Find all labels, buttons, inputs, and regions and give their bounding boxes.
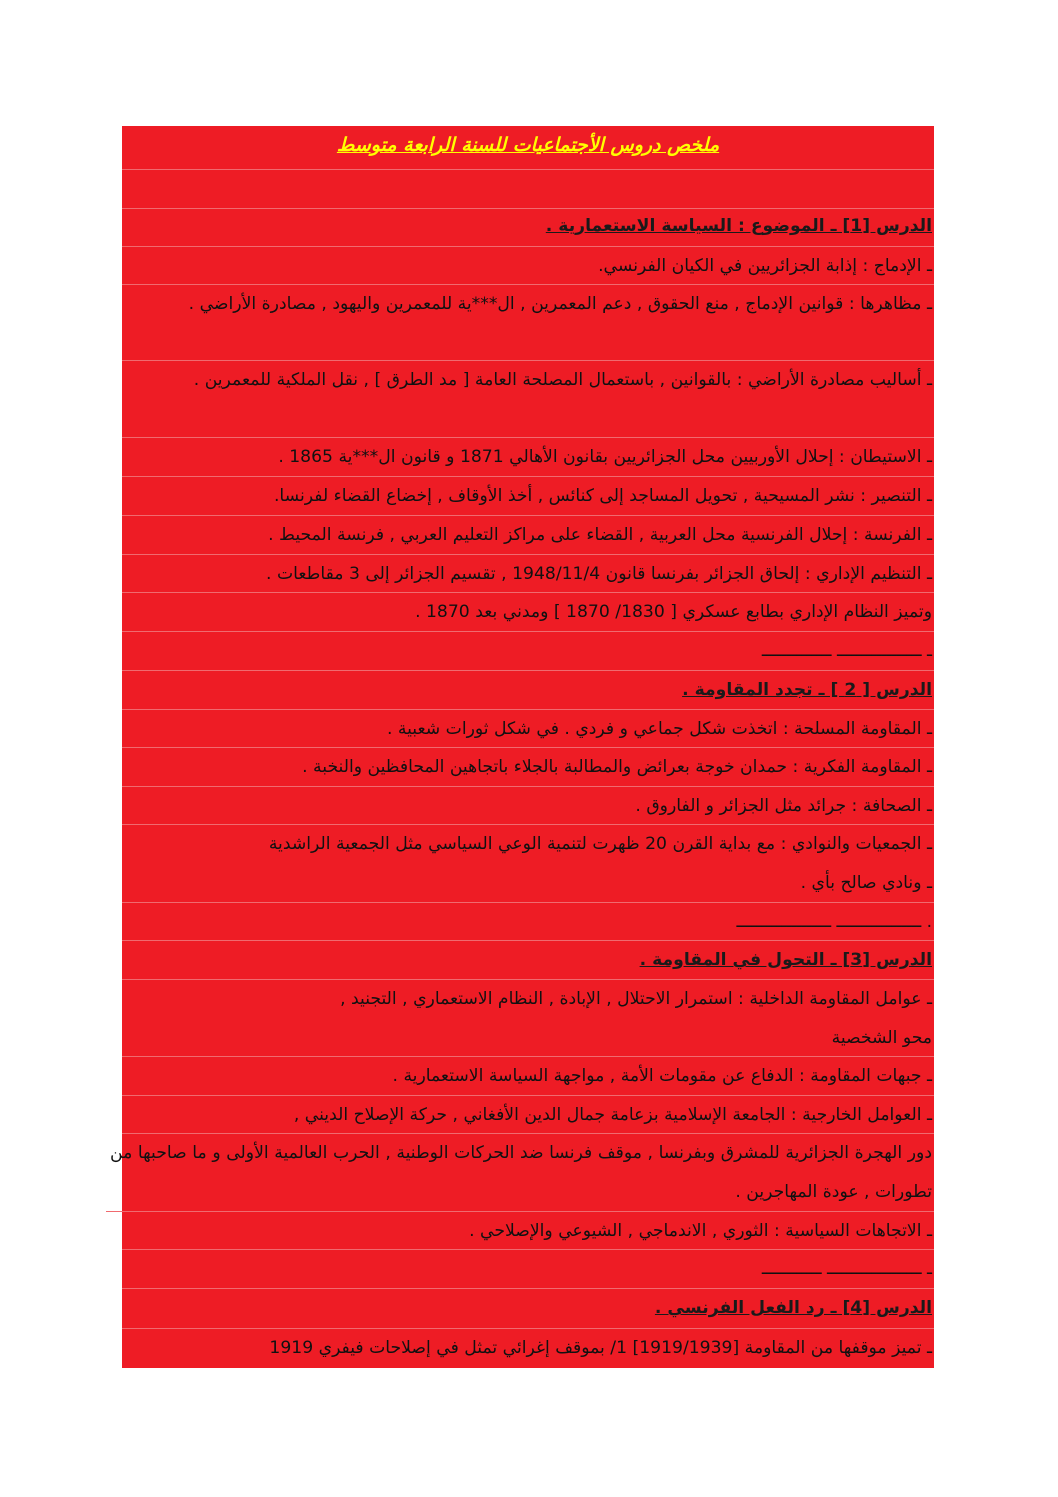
section-separator: . ـــــــــــــــــ ـــــــــــــــــــ: [122, 903, 934, 941]
lesson-1-line: وتميز النظام الإداري بطابع عسكري [ 1830/ 1870 ] ومدني بعد 1870 .: [122, 593, 934, 632]
lesson-3-line: ـ العوامل الخارجية : الجامعة الإسلامية بزعامة جمال الدين الأفغاني , حركة الإصلاح الديني ,: [122, 1096, 934, 1134]
lesson-1-line: ـ التنظيم الإداري : إلحاق الجزائر بفرنسا قانون 1948/11/4 , تقسيم الجزائر إلى 3 مقاطعات .: [122, 555, 934, 593]
lesson-1-line: ـ التنصير : نشر المسيحية , تحويل المساجد إلى كنائس , أخذ الأوقاف , إخضاع القضاء لفرنسا.: [122, 477, 934, 516]
lesson-3-line: ـ الاتجاهات السياسية : الثوري , الاندماجي , الشيوعي والإصلاحي .: [122, 1212, 934, 1250]
lesson-4-line: ـ تميز موقفها من المقاومة [1919/1939] 1/ بموقف إغرائي تمثل في إصلاحات فيفري 1919: [269, 1338, 932, 1358]
lesson-2-heading: الدرس [ 2 ] ـ تجدد المقاومة .: [122, 671, 934, 710]
lesson-2-line: ـ الصحافة : جرائد مثل الجزائر و الفاروق .: [122, 787, 934, 825]
lesson-2-line: ـ الجمعيات والنوادي : مع بداية القرن 20 ظهرت لتنمية الوعي السياسي مثل الجمعية الراشدية: [268, 834, 932, 854]
lesson-1-heading: الدرس [1] ـ الموضوع : السياسة الاستعمارية .: [122, 207, 934, 247]
lesson-3-line: ـ جبهات المقاومة : الدفاع عن مقومات الأمة , مواجهة السياسة الاستعمارية .: [122, 1057, 934, 1096]
lesson-2-line: ـ ونادي صالح بأي .: [122, 864, 934, 903]
lesson-3-line: دور الهجرة الجزائرية للمشرق وبفرنسا , موقف فرنسا ضد الحركات الوطنية , الحرب العالمية الأولى و ما صاحبها من تطورات , عودة المهاجرين .: [106, 1134, 934, 1212]
lesson-1-line: ـ مظاهرها : قوانين الإدماج , منع الحقوق , دعم المعمرين , ال***ية للمعمرين واليهود , مصادرة الأراضي .: [122, 285, 934, 361]
lesson-3-line: محو الشخصية: [122, 1019, 934, 1057]
section-separator: ـ ـــــــــــــــــــ ــــــــــــ: [122, 1250, 934, 1289]
blank-row: [122, 169, 934, 209]
lesson-1-line: ـ الفرنسة : إحلال الفرنسية محل العربية , القضاء على مراكز التعليم العربي , فرنسة المحيط .: [122, 516, 934, 555]
lesson-1-line: ـ الإدماج : إذابة الجزائريين في الكيان الفرنسي.: [122, 247, 934, 285]
lesson-3-heading: الدرس [3] ـ التحول في المقاومة .: [122, 941, 934, 980]
document-page: [110, 126, 934, 1368]
lesson-4-heading: الدرس [4] ـ رد الفعل الفرنسي .: [122, 1289, 934, 1329]
lesson-2-line: ـ المقاومة الفكرية : حمدان خوجة بعرائض والمطالبة بالجلاء باتجاهين المحافظين والنخبة .: [122, 748, 934, 787]
lesson-2-line: ـ المقاومة المسلحة : اتخذت شكل جماعي و فردي . في شكل ثورات شعبية .: [122, 710, 934, 748]
lesson-1-line: ـ الاستيطان : إحلال الأوربيين محل الجزائريين بقانون الأهالي 1871 و قانون ال***ية 1865 .: [122, 438, 934, 477]
section-separator: ـ ـــــــــــــــــ ــــــــــــــ: [122, 632, 934, 671]
lesson-1-line: ـ أساليب مصادرة الأراضي : بالقوانين , باستعمال المصلحة العامة [ مد الطرق ] , نقل الملكية للمعمرين .: [122, 361, 934, 438]
page-title: ملخص دروس الأجتماعيات للسنة الرابعة متوسط: [122, 126, 934, 170]
lesson-3-line: ـ عوامل المقاومة الداخلية : استمرار الاحتلال , الإبادة , النظام الاستعماري , التجنيد ,: [340, 989, 932, 1009]
